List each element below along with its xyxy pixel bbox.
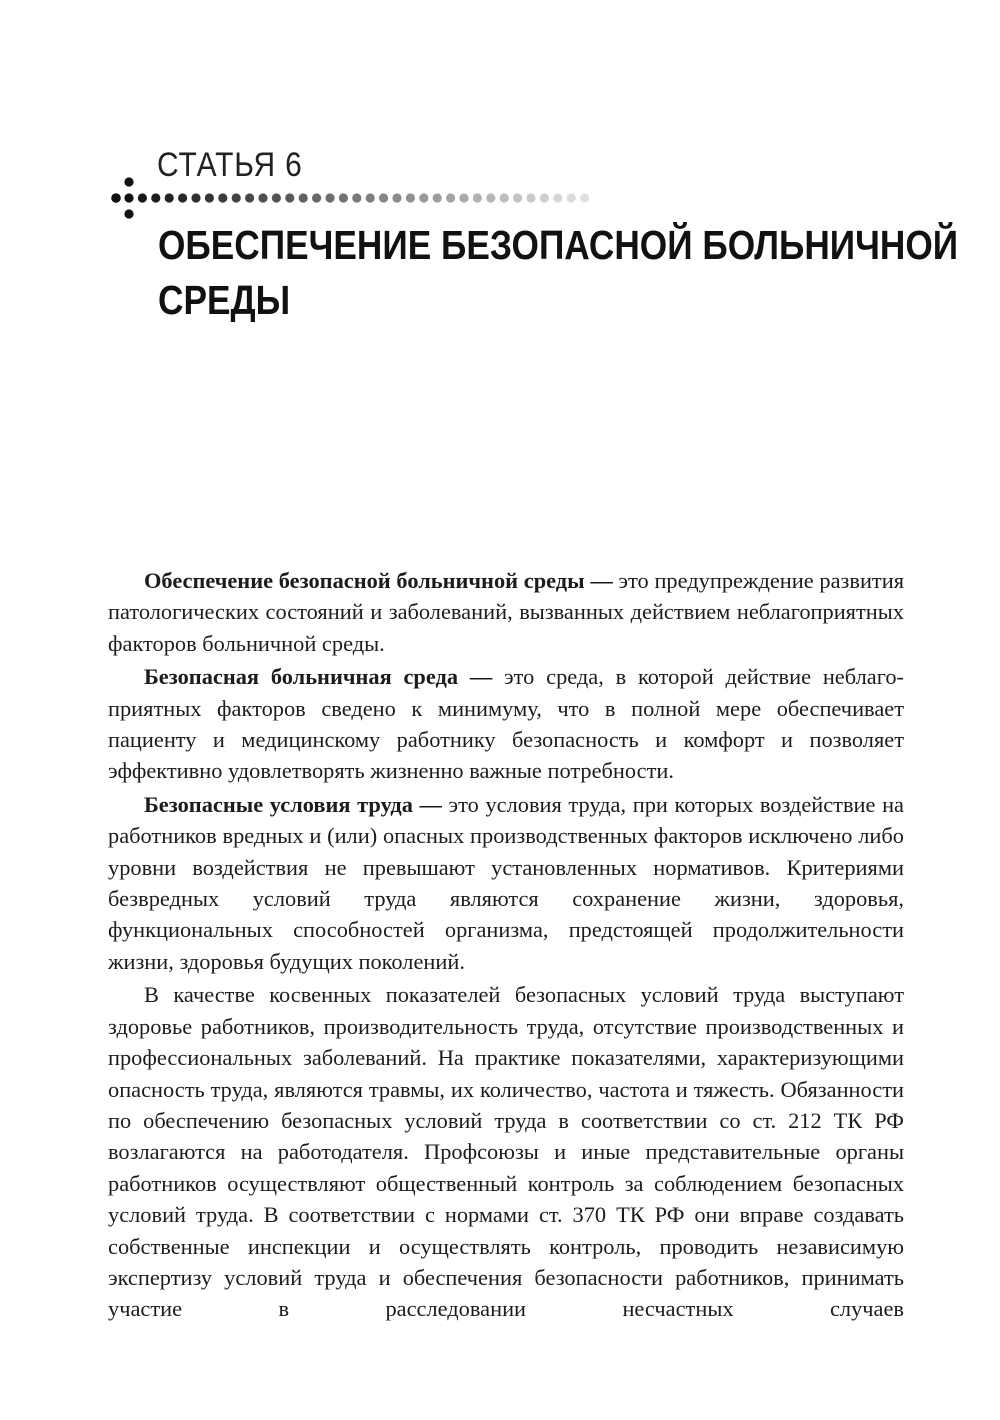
row-dot [580, 193, 589, 202]
row-dot [325, 193, 334, 202]
paragraph-1 [108, 565, 904, 659]
paragraph-3-text: это условия труда, при которых воздействие на работников вредных и (или) опасных производственных факторов исключено либо уровни воздействия не превышают установленных нормативов. Критериями безвредных условий труда являются сохранение жизни, здоровья, функциональных способностей организма, предстоящей продолжительности жизни, здоровья будущих поколений. [108, 791, 904, 974]
ornament-dot [111, 193, 121, 203]
term-2: Безопасная больничная среда — [144, 664, 493, 690]
row-dot [513, 193, 522, 202]
row-dot [553, 193, 562, 202]
row-dot [299, 193, 308, 202]
row-dot [379, 193, 388, 202]
row-dot [459, 193, 468, 202]
row-dot [205, 193, 214, 202]
row-dot [540, 193, 549, 202]
paragraph-1-text: это предупреждение развития патологических состояний и заболеваний, вызванных действием неблагоприятных факторов больничной среды. [108, 568, 904, 656]
term-3: Безопасные условия труда — [144, 791, 442, 817]
chapter-title [158, 218, 959, 328]
chapter-label: СТАТЬЯ 6 [157, 146, 303, 184]
row-dot [165, 193, 174, 202]
decorative-dots [0, 0, 1000, 240]
row-dot [526, 193, 535, 202]
row-dot [486, 193, 495, 202]
chapter-title-line-1: ОБЕСПЕЧЕНИЕ БЕЗОПАСНОЙ БОЛЬНИЧНОЙ [158, 222, 959, 268]
row-dot [366, 193, 375, 202]
row-dot [473, 193, 482, 202]
row-dot [419, 193, 428, 202]
row-dot [567, 193, 576, 202]
row-dot [406, 193, 415, 202]
chapter-title-line-2: СРЕДЫ [158, 277, 291, 323]
row-dot [245, 193, 254, 202]
term-1: Обеспечение безопасной больничной среды — [144, 568, 613, 593]
paragraph-2-text: это среда, в которой действие неблагоприятных факторов сведено к минимуму, что в полной мере обеспечивает пациенту и медицинскому работнику безопасность и комфорт и позволяет эффективно удовлетворять жизненно важные потребности. [108, 664, 904, 784]
row-dot [258, 193, 267, 202]
row-dot [392, 193, 401, 202]
row-dot [433, 193, 442, 202]
row-dot [285, 193, 294, 202]
row-dot [500, 193, 509, 202]
row-dot [446, 193, 455, 202]
paragraph-4 [108, 979, 904, 1324]
row-dot [339, 193, 348, 202]
row-dot [232, 193, 241, 202]
ornament-dot [124, 209, 133, 218]
paragraph-4-text: В качестве косвенных показателей безопасных условий труда выступают здоровье работников, производительность труда, отсутствие производственных и профессиональных заболеваний. На практике показателями, характеризующими опасность труда, являются травмы, их количество, частота и тяжесть. Обязанности по обеспечению безопасных условий труда в соответствии со ст. 212 ТК РФ возлагаются на работодателя. Профсоюзы и иные представительные органы работников осуществляют общественный контроль за соблюдением безопасных условий труда. В соответствии с нормами ст. 370 ТК РФ они вправе создавать собственные инспекции и осуществлять контроль, проводить независимую экспертизу условий труда и обеспечения безопасности работников, принимать участие в расследовании несчастных случаев [108, 982, 904, 1322]
row-dot [218, 193, 227, 202]
row-dot [151, 193, 160, 202]
row-dot [312, 193, 321, 202]
paragraph-2 [108, 661, 904, 787]
row-dot [138, 193, 147, 202]
row-dot [191, 193, 200, 202]
ornament-dot [124, 177, 133, 186]
body-text [108, 565, 904, 1327]
row-dot [178, 193, 187, 202]
paragraph-3 [108, 789, 904, 977]
row-dot [272, 193, 281, 202]
row-dot [352, 193, 361, 202]
row-dot [124, 193, 133, 202]
